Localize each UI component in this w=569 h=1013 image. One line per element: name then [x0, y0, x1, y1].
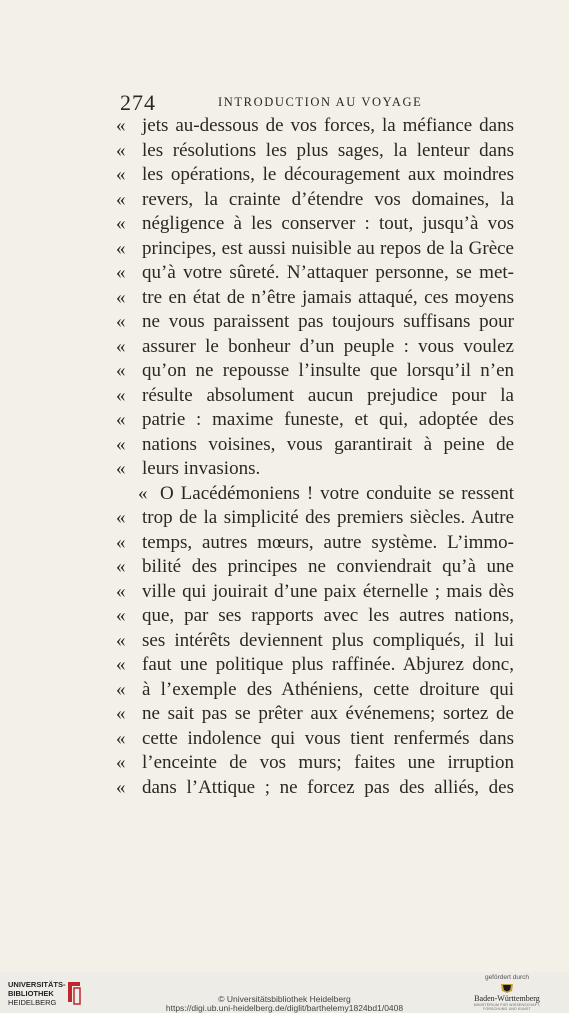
quote-mark: « [116, 654, 126, 675]
line-text: O Lacédémoniens ! votre conduite se ressent [160, 482, 514, 504]
text-line [116, 114, 514, 139]
line-text: que, par ses rapports avec les autres nations, [142, 605, 514, 626]
quote-mark: « [116, 139, 126, 161]
text-line [116, 727, 514, 752]
quote-mark: « [116, 727, 126, 749]
text-line [116, 139, 514, 164]
text-line [116, 629, 514, 654]
text-line [116, 751, 514, 776]
sponsor-label: gefördert durch [484, 974, 530, 981]
text-line [116, 702, 514, 727]
text-line [116, 433, 514, 458]
line-text: principes, est aussi nuisible au repos de la Grèce [142, 237, 514, 259]
quote-mark: « [116, 237, 126, 259]
line-text: résulte absolument aucun prejudice pour la [142, 384, 514, 406]
quote-mark: « [116, 507, 126, 528]
line-text: à l’exemple des Athéniens, cette droiture qui [142, 678, 514, 700]
text-line [116, 188, 514, 213]
line-text: les résolutions les plus sages, la lenteur dans [142, 139, 514, 161]
text-line [116, 457, 514, 482]
text-line [116, 335, 514, 360]
line-text: cette indolence qui vous tient renfermés dans [142, 727, 514, 749]
quote-mark: « [116, 556, 126, 577]
quote-mark: « [116, 115, 126, 136]
quote-mark: « [138, 482, 148, 504]
text-line [116, 286, 514, 311]
copyright-notice: © Universitätsbibliothek Heidelberg [218, 994, 351, 1004]
sponsor-name: Baden-Württemberg [474, 994, 540, 1003]
line-text: ses intérêts deviennent plus compliqués, il lui [142, 629, 514, 651]
page-header [120, 90, 512, 114]
line-text: bilité des principes ne conviendrait qu’à une [142, 556, 514, 577]
line-text: faut une politique plus raffinée. Abjurez donc, [142, 654, 514, 675]
text-line [116, 163, 514, 188]
text-line [116, 237, 514, 262]
line-text: négligence à les conserver : tout, jusqu’à vos [142, 213, 514, 234]
line-text: qu’on ne repousse l’insulte que lorsqu’il n’en [142, 360, 514, 381]
library-name: UNIVERSITÄTS- BIBLIOTHEK HEIDELBERG [8, 980, 66, 1007]
quote-mark: « [116, 286, 126, 308]
line-text: patrie : maxime funeste, et qui, adoptée des [142, 409, 514, 430]
line-text: leurs invasions. [142, 458, 261, 479]
line-text: nations voisines, vous garantirait à peine de [142, 433, 514, 455]
line-text: ne sait pas se prêter aux événemens; sortez de [142, 703, 514, 724]
sponsor-block[interactable] [467, 974, 547, 1011]
line-text: les opérations, le découragement aux moindres [142, 164, 514, 185]
permalink-url[interactable]: https://digi.ub.uni-heidelberg.de/diglit/barthelemy1824bd1/0408 [165, 1003, 404, 1013]
line-text: temps, autres mœurs, autre système. L’immo- [142, 531, 514, 553]
state-crest-icon [500, 982, 514, 994]
text-line [116, 531, 514, 556]
quote-mark: « [116, 703, 126, 724]
text-line [116, 310, 514, 335]
sponsor-subtitle: MINISTERIUM FÜR WISSENSCHAFT, FORSCHUNG UND KUNST [473, 1003, 541, 1011]
line-text: assurer le bonheur d’un peuple : vous voulez [142, 335, 514, 357]
text-line [116, 580, 514, 605]
quote-mark: « [116, 360, 126, 381]
text-line [116, 555, 514, 580]
line-text: qu’à votre sûreté. N’attaquer personne, se met- [142, 262, 514, 283]
text-line [116, 359, 514, 384]
quote-mark: « [116, 605, 126, 626]
line-text: ne vous paraissent pas toujours suffisans pour [142, 311, 514, 332]
text-line [116, 678, 514, 703]
line-text: tre en état de n’être jamais attaqué, ces moyens [142, 286, 514, 308]
text-line [116, 604, 514, 629]
quote-mark: « [116, 188, 126, 210]
quote-mark: « [116, 531, 126, 553]
quote-mark: « [116, 384, 126, 406]
text-line [116, 653, 514, 678]
quote-mark: « [116, 752, 126, 773]
quote-mark: « [116, 409, 126, 430]
footer-bar [0, 972, 569, 1013]
quote-mark: « [116, 629, 126, 651]
quote-mark: « [116, 678, 126, 700]
quote-mark: « [116, 580, 126, 602]
line-text: revers, la crainte d’étendre vos domaines, la [142, 188, 514, 210]
text-line [116, 482, 514, 507]
text-line [116, 408, 514, 433]
quote-mark: « [116, 213, 126, 234]
text-line [116, 506, 514, 531]
line-text: dans l’Attique ; ne forcez pas des alliés, des [142, 776, 514, 798]
text-line [116, 261, 514, 286]
line-text: l’enceinte de vos murs; faites une irruption [142, 752, 514, 773]
quote-mark: « [116, 458, 126, 479]
line-text: jets au-dessous de vos forces, la méfiance dans [142, 115, 514, 136]
line-text: trop de la simplicité des premiers siècles. Autre [142, 507, 514, 528]
body-text [116, 114, 514, 800]
quote-mark: « [116, 164, 126, 185]
text-line [116, 384, 514, 409]
quote-mark: « [116, 335, 126, 357]
running-title: INTRODUCTION AU VOYAGE [218, 95, 423, 109]
quote-mark: « [116, 262, 126, 283]
text-line [116, 776, 514, 801]
page-number: 274 [120, 90, 156, 115]
text-line [116, 212, 514, 237]
quote-mark: « [116, 433, 126, 455]
quote-mark: « [116, 311, 126, 332]
line-text: ville qui jouirait d’une paix éternelle ; mais dès [142, 580, 514, 602]
quote-mark: « [116, 776, 126, 798]
